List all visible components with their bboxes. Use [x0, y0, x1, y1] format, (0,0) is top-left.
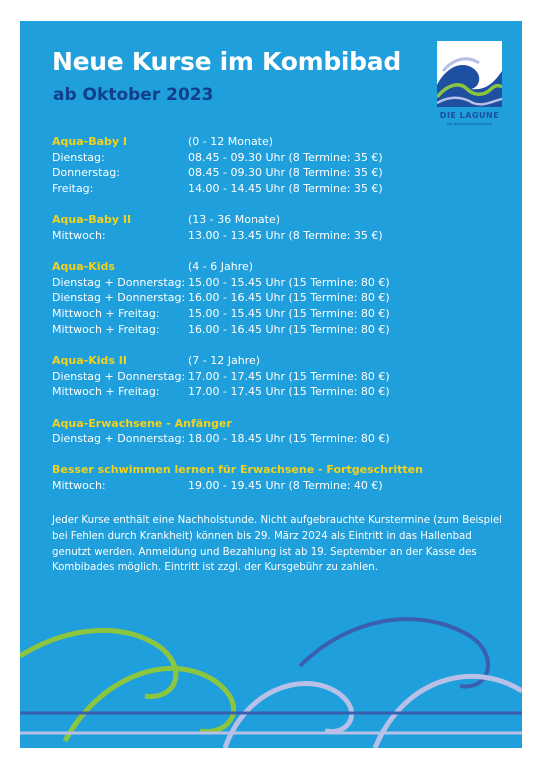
course-schedule-row	[52, 150, 512, 166]
course-title: Aqua-Kids II	[52, 353, 127, 367]
course-day: Dienstag:	[52, 150, 105, 164]
course-block	[52, 416, 512, 447]
logo-tagline: Das Naturerlebnis Kombibad	[446, 122, 493, 126]
course-block	[52, 259, 512, 337]
course-block	[52, 462, 512, 493]
course-block	[52, 212, 512, 243]
course-age-range: (4 - 6 Jahre)	[188, 260, 254, 274]
course-title: Aqua-Erwachsene - Anfänger	[52, 416, 232, 430]
course-schedule-row	[52, 384, 512, 400]
course-day: Mittwoch:	[52, 479, 106, 493]
course-header-row	[52, 462, 512, 478]
course-schedule-row	[52, 275, 512, 291]
course-day: Dienstag + Donnerstag:	[52, 432, 186, 446]
course-time: 08.45 - 09.30 Uhr (8 Termine: 35 €)	[188, 150, 383, 164]
course-time: 15.00 - 15.45 Uhr (15 Termine: 80 €)	[188, 306, 390, 320]
course-title: Besser schwimmen lernen für Erwachsene - Fortgeschritten	[52, 463, 423, 477]
course-day: Dienstag + Donnerstag:	[52, 369, 186, 383]
course-header-row	[52, 259, 512, 275]
course-title: Aqua-Baby II	[52, 213, 132, 227]
course-schedule-row	[52, 369, 512, 385]
course-time: 18.00 - 18.45 Uhr (15 Termine: 80 €)	[188, 432, 390, 446]
course-day: Freitag:	[52, 181, 94, 195]
page-subtitle: ab Oktober 2023	[53, 85, 214, 105]
course-schedule-row	[52, 478, 512, 494]
course-schedule-row	[52, 181, 512, 197]
course-day: Dienstag + Donnerstag:	[52, 291, 186, 305]
course-time: 15.00 - 15.45 Uhr (15 Termine: 80 €)	[188, 275, 390, 289]
course-time: 13.00 - 13.45 Uhr (8 Termine: 35 €)	[188, 228, 383, 242]
course-schedule-row	[52, 228, 512, 244]
course-time: 08.45 - 09.30 Uhr (8 Termine: 35 €)	[188, 166, 383, 180]
course-title: Aqua-Baby I	[52, 135, 127, 148]
course-header-row	[52, 353, 512, 369]
lagune-logo	[437, 41, 502, 129]
course-time: 17.00 - 17.45 Uhr (15 Termine: 80 €)	[188, 369, 390, 383]
course-header-row	[52, 212, 512, 228]
course-block	[52, 134, 512, 196]
course-day: Mittwoch:	[52, 228, 106, 242]
course-age-range: (13 - 36 Monate)	[188, 213, 281, 227]
course-day: Mittwoch + Freitag:	[52, 322, 160, 336]
course-time: 17.00 - 17.45 Uhr (15 Termine: 80 €)	[188, 385, 390, 399]
course-header-row	[52, 416, 512, 432]
course-schedule	[52, 134, 512, 509]
course-day: Mittwoch + Freitag:	[52, 306, 160, 320]
course-day: Mittwoch + Freitag:	[52, 385, 160, 399]
course-schedule-row	[52, 306, 512, 322]
wave-decoration	[20, 581, 522, 748]
course-time: 16.00 - 16.45 Uhr (15 Termine: 80 €)	[188, 291, 390, 305]
course-block	[52, 353, 512, 400]
course-time: 19.00 - 19.45 Uhr (8 Termine: 40 €)	[188, 479, 383, 493]
logo-name: DIE LAGUNE	[439, 111, 500, 120]
registration-note: Jeder Kurse enthält eine Nachholstunde. Nicht aufgebrauchte Kurstermine (zum Beispiel bei Fehlen durch Krankheit) können bis 29. März 2024 als Eintritt in das Hallenbad genutzt werden. Anmeldung und Bezahlung ist ab 19. September an der Kasse des Kombibades möglich. Eintritt ist zzgl. der Kursgebühr zu zahlen.	[52, 515, 502, 574]
course-day: Dienstag + Donnerstag:	[52, 275, 186, 289]
course-time: 14.00 - 14.45 Uhr (8 Termine: 35 €)	[188, 181, 383, 195]
page-title: Neue Kurse im Kombibad	[52, 47, 401, 76]
course-schedule-row	[52, 431, 512, 447]
course-schedule-row	[52, 165, 512, 181]
course-title: Aqua-Kids	[52, 260, 115, 274]
course-age-range: (7 - 12 Jahre)	[188, 353, 261, 367]
course-schedule-row	[52, 322, 512, 338]
course-age-range: (0 - 12 Monate)	[188, 135, 274, 148]
course-day: Donnerstag:	[52, 166, 120, 180]
course-time: 16.00 - 16.45 Uhr (15 Termine: 80 €)	[188, 322, 390, 336]
course-poster	[20, 21, 522, 748]
course-header-row	[52, 134, 512, 150]
course-schedule-row	[52, 290, 512, 306]
